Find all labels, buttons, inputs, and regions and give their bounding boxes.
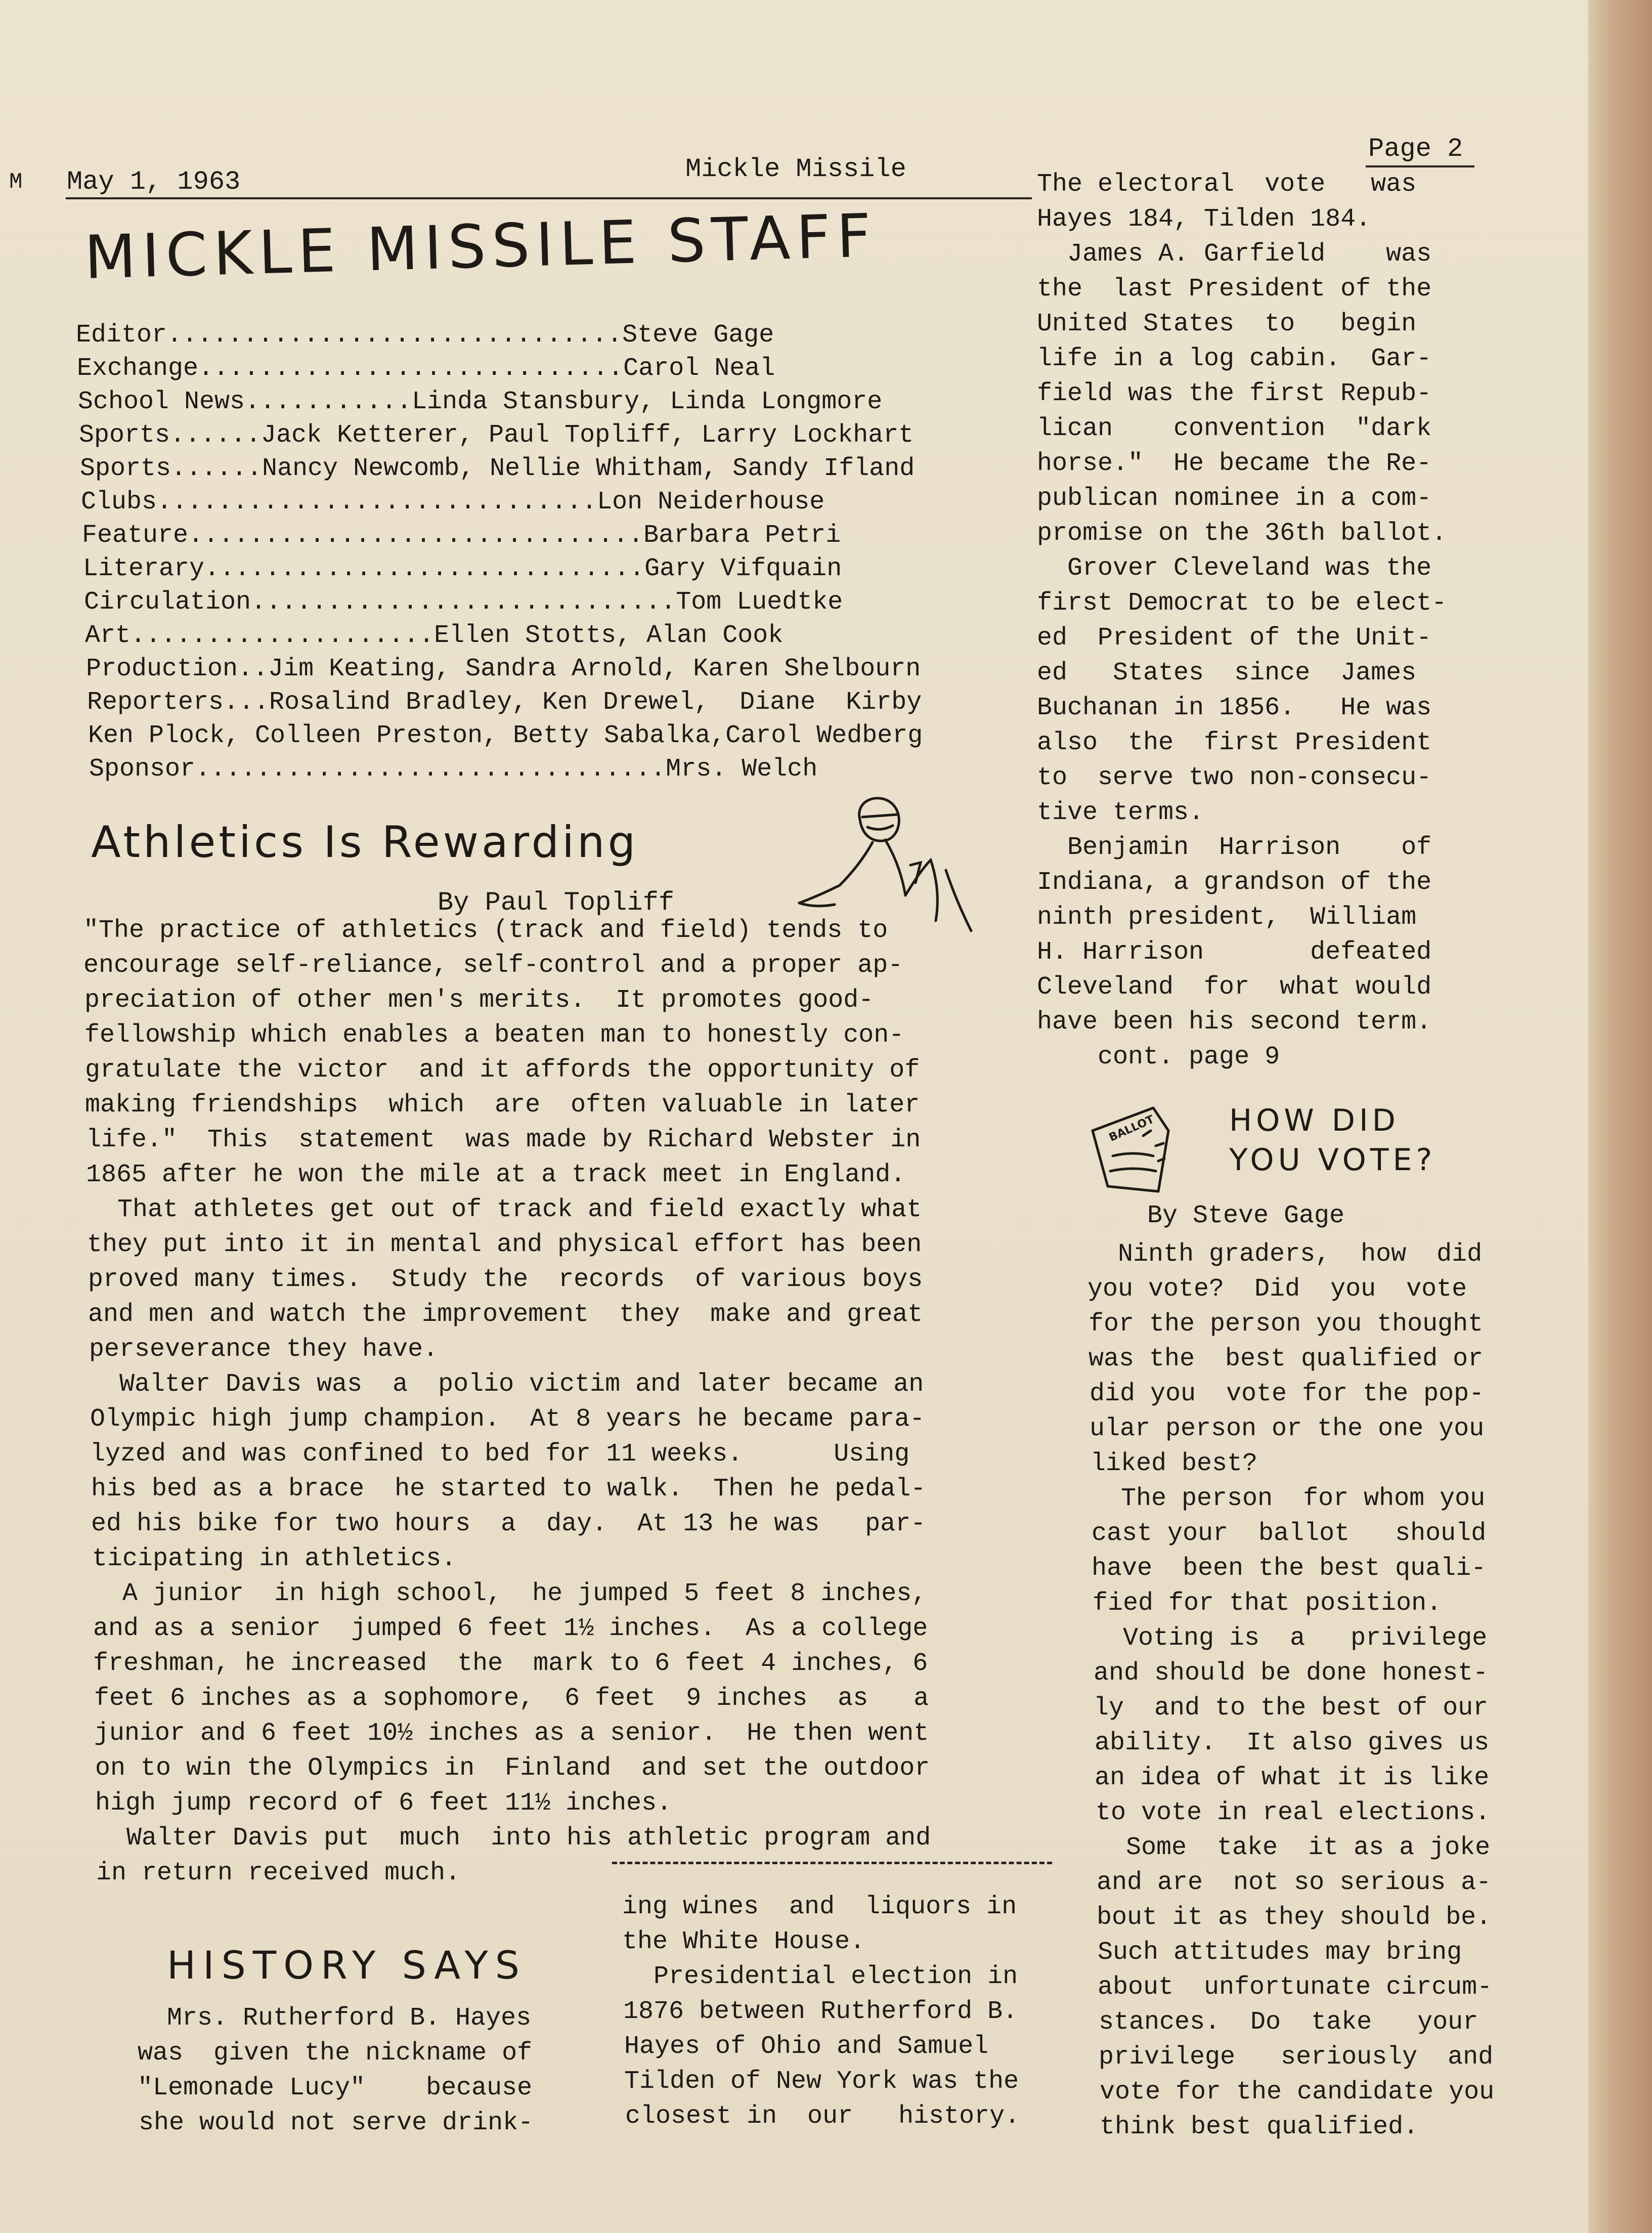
history-line: Presidential election in [623,1962,1018,1991]
staff-row-feature: Feature..............................Barbara Petri [82,521,841,550]
athletics-line: junior and 6 feet 10½ inches as a senior. He then went [94,1719,929,1748]
staff-row-reporters: Reporters...Rosalind Bradley, Ken Drewel, Diane Kirby [87,688,922,717]
athletics-line: lyzed and was confined to bed for 11 weeks. Using [90,1440,910,1469]
staff-row-literary: Literary.............................Gary Vifquain [83,554,842,583]
margin-mark: M [9,169,23,195]
history-line: "Lemonade Lucy" because [138,2074,533,2102]
athletics-line: ed his bike for two hours a day. At 13 he was par- [91,1510,926,1538]
vote-line: The person for whom you [1091,1484,1486,1513]
staff-title: MICKLE MISSILE STAFF [83,200,878,292]
history-line: Cleveland for what would [1037,973,1432,1002]
history-line: life in a log cabin. Gar- [1037,345,1432,373]
history-line: tive terms. [1037,798,1204,827]
vote-line: Ninth graders, how did [1088,1240,1483,1269]
vote-line: did you vote for the pop- [1090,1380,1485,1408]
vote-headline-line2: YOU VOTE? [1229,1142,1437,1178]
section-divider [612,1862,1052,1864]
athletics-line: freshman, he increased the mark to 6 feet 4 inches, 6 [93,1649,928,1678]
athletics-line: his bed as a brace he started to walk. Then he pedal- [91,1475,926,1504]
staff-row-exchange: Exchange............................Carol Neal [77,354,775,383]
history-line: Hayes 184, Tilden 184. [1037,205,1371,234]
history-line: Mrs. Rutherford B. Hayes [137,2004,532,2033]
vote-line: Such attitudes may bring [1098,1938,1462,1967]
vote-line: stances. Do take your [1099,2008,1479,2037]
history-line: lican convention "dark [1037,414,1432,443]
athletics-line: life." This statement was made by Richard Webster in [86,1126,921,1154]
staff-row-production: Production..Jim Keating, Sandra Arnold, Karen Shelbourn [86,655,921,683]
athletics-line: perseverance they have. [89,1335,439,1364]
history-line: Hayes of Ohio and Samuel [624,2032,989,2061]
paper-name: Mickle Missile [685,154,906,184]
history-line: United States to begin [1037,310,1417,338]
athletics-line: encourage self-reliance, self-control and a proper ap- [83,951,903,980]
history-line: field was the first Repub- [1037,379,1432,408]
history-line: also the first President [1037,728,1432,757]
history-line: to serve two non-consecu- [1037,763,1432,792]
vote-line: Some take it as a joke [1096,1833,1491,1862]
vote-line: to vote in real elections. [1096,1798,1491,1827]
history-line: Benjamin Harrison of [1037,833,1432,862]
athletics-line: in return received much. [96,1859,461,1887]
history-line: The electoral vote was [1037,170,1417,199]
staff-row-circulation: Circulation............................Tom Luedtke [84,588,843,617]
vote-line: bout it as they should be. [1097,1903,1492,1932]
athletics-line: high jump record of 6 feet 11½ inches. [95,1789,672,1818]
history-line: Indiana, a grandson of the [1037,868,1432,897]
athletics-line: proved many times. Study the records of various boys [88,1265,923,1294]
athletics-line: Walter Davis put much into his athletic program and [96,1824,931,1853]
vote-line: ular person or the one you [1090,1414,1485,1443]
page-edge [1588,0,1652,2233]
history-line: promise on the 36th ballot. [1037,519,1447,548]
athletics-line: feet 6 inches as a sophomore, 6 feet 9 inches as a [94,1684,929,1713]
history-headline: HISTORY SAYS [167,1943,527,1988]
history-line: have been his second term. [1037,1008,1432,1037]
athletics-line: Walter Davis was a polio victim and later became an [89,1370,924,1399]
staff-row-sports-1: Sports......Jack Ketterer, Paul Topliff, Larry Lockhart [79,421,914,450]
vote-line: and are not so serious a- [1097,1868,1492,1897]
issue-date: May 1, 1963 [67,167,241,197]
history-line: first Democrat to be elect- [1037,589,1447,618]
header-rule [66,197,1032,199]
athletics-line: That athletes get out of track and field exactly what [87,1195,922,1224]
athletics-line: "The practice of athletics (track and field) tends to [83,916,888,945]
history-line: closest in our history. [625,2102,1020,2131]
athletics-headline: Athletics Is Rewarding [91,817,639,868]
history-line: James A. Garfield was [1037,240,1432,269]
vote-line: Voting is a privilege [1093,1624,1488,1653]
vote-line: fied for that position. [1093,1589,1442,1618]
history-line: publican nominee in a com- [1037,484,1432,513]
history-line: was given the nickname of [138,2039,533,2068]
history-line: Buchanan in 1856. He was [1037,694,1432,722]
vote-line: liked best? [1091,1449,1258,1478]
vote-line: think best qualified. [1100,2113,1419,2141]
staff-row-art: Art....................Ellen Stotts, Alan Cook [85,621,784,650]
athletics-line: fellowship which enables a beaten man to honestly con- [84,1021,904,1050]
history-line: the last President of the [1037,275,1432,304]
athletics-line: 1865 after he won the mile at a track meet in England. [86,1161,906,1189]
athletics-byline: By Paul Topliff [438,888,675,918]
vote-line: for the person you thought [1089,1310,1484,1339]
vote-line: privilege seriously and [1099,2043,1494,2072]
vote-line: you vote? Did you vote [1088,1275,1467,1304]
athletics-line: making friendships which are often valuable in later [85,1091,920,1120]
history-line: she would not serve drink- [139,2109,534,2137]
ballot-label: BALLOT [1107,1113,1156,1144]
staff-row-sponsor: Sponsor...............................Mrs. Welch [89,755,818,784]
history-line: the White House. [622,1927,865,1956]
athletics-line: on to win the Olympics in Finland and set the outdoor [95,1754,930,1783]
athletics-line: preciation of other men's merits. It promotes good- [84,986,874,1015]
athletics-line: they put into it in mental and physical effort has been [87,1230,922,1259]
history-line: H. Harrison defeated [1037,938,1432,967]
vote-line: have been the best quali- [1092,1554,1487,1583]
staff-row-sports-2: Sports......Nancy Newcomb, Nellie Whitham, Sandy Ifland [80,454,915,483]
vote-line: was the best qualified or [1089,1345,1484,1373]
continued-note: cont. page 9 [1037,1043,1280,1071]
history-line: horse." He became the Re- [1037,449,1432,478]
history-line: ed President of the Unit- [1037,624,1432,653]
athletics-line: and men and watch the improvement they make and great [88,1300,923,1329]
history-line: 1876 between Rutherford B. [623,1997,1018,2026]
vote-line: and should be done honest- [1094,1659,1489,1688]
staff-row-reporters-cont: Ken Plock, Colleen Preston, Betty Sabalka,Carol Wedberg [88,721,923,750]
history-line: Tilden of New York was the [624,2067,1019,2096]
athletics-line: gratulate the victor and it affords the opportunity of [85,1056,920,1085]
athletics-line: A junior in high school, he jumped 5 feet 8 inches, [92,1579,927,1608]
vote-line: about unfortunate circum- [1098,1973,1493,2002]
history-line: ed States since James [1037,659,1417,688]
staff-row-school-news: School News...........Linda Stansbury, Linda Longmore [78,388,883,416]
page-number: Page 2 [1368,134,1463,164]
vote-line: ly and to the best of our [1094,1694,1489,1723]
history-line: ninth president, William [1037,903,1417,932]
history-line: ing wines and liquors in [622,1893,1017,1921]
vote-line: vote for the candidate you [1100,2078,1495,2107]
staff-row-editor: Editor..............................Steve Gage [76,321,774,350]
athletics-line: Olympic high jump champion. At 8 years he became para- [90,1405,925,1434]
athletics-line: and as a senior jumped 6 feet 1½ inches. As a college [93,1614,928,1643]
ballot-box-icon [1082,1100,1199,1201]
history-line: Grover Cleveland was the [1037,554,1432,583]
staff-row-clubs: Clubs.............................Lon Neiderhouse [81,488,825,517]
vote-byline: By Steve Gage [1147,1201,1345,1230]
athletics-line: ticipating in athletics. [92,1544,457,1573]
vote-line: ability. It also gives us [1095,1729,1490,1757]
vote-line: cast your ballot should [1092,1519,1487,1548]
vote-headline-line1: HOW DID [1229,1103,1400,1138]
vote-line: an idea of what it is like [1095,1764,1490,1792]
